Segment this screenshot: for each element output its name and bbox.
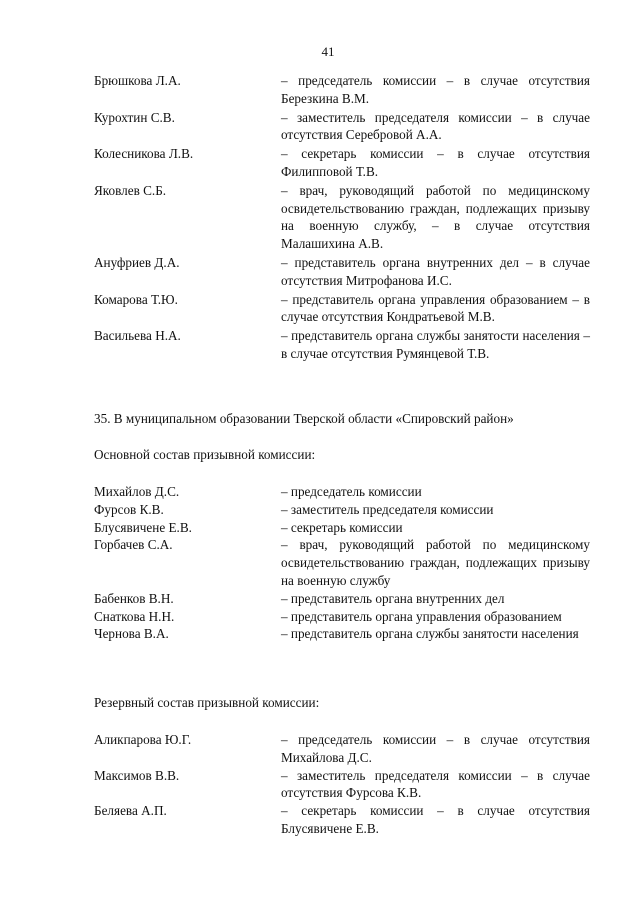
member-name: Фурсов К.В. [94, 501, 164, 517]
member-row [94, 519, 590, 537]
member-role: – председатель комиссии – в случае отсутствия Березкина В.М. [281, 73, 590, 106]
member-role: – заместитель председателя комиссии – в случае отсутствия Фурсова К.В. [281, 767, 590, 801]
member-role: – врач, руководящий работой по медицинскому освидетельствованию граждан, подлежащих призыву на военную службу [281, 537, 590, 588]
member-row [94, 501, 590, 519]
main-members-list [94, 483, 590, 643]
member-name: Комарова Т.Ю. [94, 291, 178, 307]
member-name: Блусявичене Е.В. [94, 519, 192, 535]
member-row [94, 182, 590, 253]
member-row [94, 625, 590, 643]
member-row [94, 327, 590, 363]
member-role: – представитель органа службы занятости населения – в случае отсутствия Румянцевой Т.В. [281, 328, 590, 361]
member-name: Горбачев С.А. [94, 537, 173, 553]
member-row [94, 536, 590, 589]
member-name: Бабенков В.Н. [94, 590, 174, 606]
member-row [94, 802, 590, 838]
member-name: Снаткова Н.Н. [94, 608, 175, 624]
member-name: Чернова В.А. [94, 626, 169, 642]
member-row [94, 254, 590, 290]
member-role: – представитель органа управления образованием [281, 608, 562, 624]
member-role: – представитель органа внутренних дел – в случае отсутствия Митрофанова И.С. [281, 254, 590, 288]
member-name: Брюшкова Л.А. [94, 73, 181, 88]
member-name: Ануфриев Д.А. [94, 254, 180, 270]
reserve-members-list-previous [94, 72, 590, 364]
member-row [94, 767, 590, 803]
member-role: – представитель органа службы занятости населения [281, 626, 579, 642]
member-row [94, 731, 590, 767]
member-row [94, 608, 590, 626]
member-row [94, 291, 590, 327]
member-row [94, 109, 590, 145]
main-composition-heading: Основной состав призывной комиссии: [94, 447, 316, 462]
member-role: – заместитель председателя комиссии [281, 501, 494, 517]
member-name: Беляева А.П. [94, 803, 167, 819]
member-role: – врач, руководящий работой по медицинскому освидетельствованию граждан, подлежащих призыву на военную службу, – в случае отсутствия Малашихина А.В. [281, 182, 590, 252]
member-role: – заместитель председателя комиссии – в случае отсутствия Серебровой А.А. [281, 109, 590, 143]
member-row [94, 590, 590, 608]
member-role: – председатель комиссии – в случае отсутствия Михайлова Д.С. [281, 732, 590, 765]
member-role: – секретарь комиссии – в случае отсутствия Филипповой Т.В. [281, 146, 590, 179]
member-name: Колесникова Л.В. [94, 146, 194, 162]
member-name: Курохтин С.В. [94, 109, 175, 125]
member-role: – представитель органа управления образованием – в случае отсутствия Кондратьевой М.В. [281, 291, 590, 325]
member-role: – секретарь комиссии – в случае отсутствия Блусявичене Е.В. [281, 803, 590, 836]
member-name: Васильева Н.А. [94, 328, 181, 344]
member-row [94, 145, 590, 181]
member-name: Яковлев С.Б. [94, 182, 167, 198]
reserve-composition-heading: Резервный состав призывной комиссии: [94, 695, 320, 710]
member-row [94, 483, 590, 501]
member-role: – председатель комиссии [281, 484, 422, 499]
reserve-members-list [94, 731, 590, 838]
member-role: – представитель органа внутренних дел [281, 590, 505, 606]
member-name: Аликпарова Ю.Г. [94, 732, 192, 747]
section-heading: 35. В муниципальном образовании Тверской области «Спировский район» [94, 411, 514, 426]
member-row [94, 72, 590, 108]
member-role: – секретарь комиссии [281, 519, 403, 535]
member-name: Михайлов Д.С. [94, 484, 180, 499]
member-name: Максимов В.В. [94, 767, 180, 783]
page-number: 41 [321, 44, 335, 59]
